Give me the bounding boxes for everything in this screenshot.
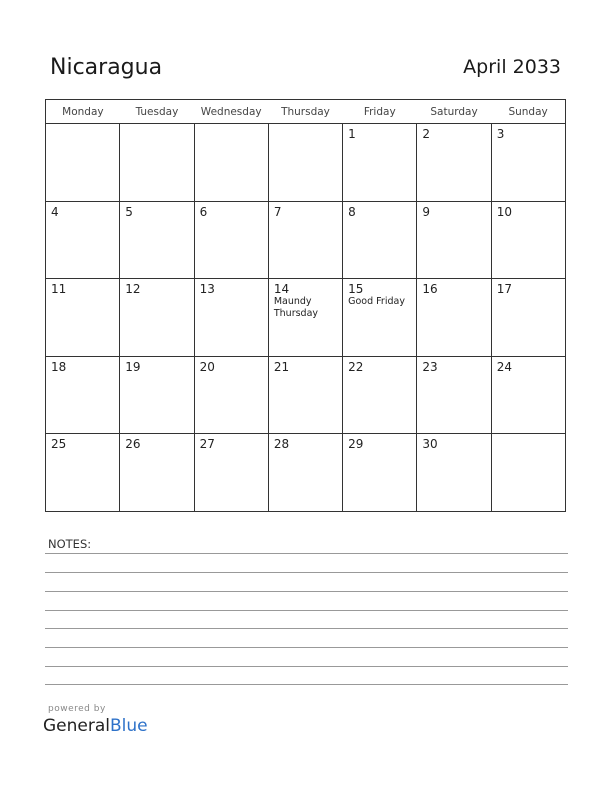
calendar-day-cell <box>491 201 565 279</box>
day-number: 13 <box>199 282 215 297</box>
calendar-day-cell <box>268 356 342 434</box>
calendar-day-cell <box>46 279 120 357</box>
calendar-day-cell <box>343 124 417 202</box>
weekday-friday: Friday <box>343 100 417 124</box>
day-number: 7 <box>273 204 282 219</box>
day-number: 2 <box>422 127 431 141</box>
calendar-day-cell <box>417 356 491 434</box>
calendar-day-cell <box>343 201 417 279</box>
day-number: 16 <box>422 282 438 297</box>
weekday-wednesday: Wednesday <box>194 100 268 124</box>
calendar-day-cell <box>46 201 120 279</box>
calendar-day-cell <box>120 356 194 434</box>
note-line <box>45 666 568 667</box>
day-number: 10 <box>496 204 512 219</box>
day-number: 19 <box>125 359 141 374</box>
calendar-day-cell <box>491 356 565 434</box>
weekday-saturday: Saturday <box>417 100 491 124</box>
calendar-day-cell <box>194 434 268 512</box>
day-number: 28 <box>273 437 290 452</box>
holiday-label: Maundy Thursday <box>273 296 319 320</box>
note-line <box>45 647 568 648</box>
calendar-day-cell <box>46 124 120 202</box>
calendar-body <box>46 124 566 512</box>
note-line <box>45 610 568 611</box>
calendar-grid <box>45 99 566 512</box>
day-number: 5 <box>125 204 133 219</box>
calendar-day-cell <box>417 279 491 357</box>
day-number: 30 <box>422 437 438 452</box>
calendar-day-cell <box>120 434 194 512</box>
day-number: 22 <box>348 359 364 374</box>
note-line <box>45 553 568 554</box>
note-line <box>45 628 568 629</box>
logo-blue-text: Blue <box>110 716 148 736</box>
calendar-day-cell <box>343 434 417 512</box>
calendar-day-cell <box>343 356 417 434</box>
calendar-week-row <box>46 124 566 202</box>
weekday-sunday: Sunday <box>491 100 565 124</box>
calendar-day-cell <box>194 356 268 434</box>
calendar-day-cell <box>268 201 342 279</box>
day-number: 14 <box>273 282 290 297</box>
day-number: 29 <box>348 437 364 452</box>
weekday-header-row <box>46 100 566 124</box>
calendar-day-cell <box>268 124 342 202</box>
day-number: 27 <box>199 437 215 452</box>
calendar-week-row <box>46 201 566 279</box>
calendar-day-cell <box>194 124 268 202</box>
calendar-day-cell <box>491 279 565 357</box>
day-number: 18 <box>51 359 67 374</box>
day-number: 1 <box>348 127 356 141</box>
calendar-month-title: April 2033 <box>463 56 561 78</box>
calendar-day-cell <box>491 124 565 202</box>
day-number: 21 <box>273 359 290 374</box>
day-number: 26 <box>125 437 141 452</box>
calendar-day-cell <box>46 356 120 434</box>
calendar-day-cell <box>491 434 565 512</box>
day-number: 17 <box>496 282 512 297</box>
day-number: 3 <box>496 127 505 141</box>
day-number: 25 <box>51 437 67 452</box>
day-number: 24 <box>496 359 512 374</box>
calendar-day-cell <box>417 434 491 512</box>
calendar-day-cell <box>194 279 268 357</box>
day-number: 9 <box>422 204 431 219</box>
calendar-day-cell <box>343 279 417 357</box>
logo-general-text: General <box>43 716 110 736</box>
calendar-day-cell <box>417 124 491 202</box>
calendar-day-cell <box>268 279 342 357</box>
calendar-day-cell <box>120 201 194 279</box>
day-number: 12 <box>125 282 141 297</box>
weekday-tuesday: Tuesday <box>120 100 194 124</box>
calendar-day-cell <box>268 434 342 512</box>
weekday-monday: Monday <box>46 100 120 124</box>
calendar-day-cell <box>120 124 194 202</box>
calendar-country-title: Nicaragua <box>50 55 163 80</box>
day-number: 6 <box>199 204 208 219</box>
day-number: 4 <box>51 204 59 219</box>
calendar-day-cell <box>194 201 268 279</box>
day-number: 15 <box>348 282 364 297</box>
calendar-day-cell <box>417 201 491 279</box>
day-number: 20 <box>199 359 215 374</box>
weekday-thursday: Thursday <box>268 100 342 124</box>
notes-label: NOTES: <box>48 537 92 551</box>
note-line <box>45 572 568 573</box>
calendar-day-cell <box>120 279 194 357</box>
calendar-week-row <box>46 279 566 357</box>
day-number: 11 <box>51 282 67 297</box>
calendar-week-row <box>46 356 566 434</box>
generalblue-logo <box>43 716 148 736</box>
calendar-day-cell <box>46 434 120 512</box>
day-number: 23 <box>422 359 438 374</box>
note-line <box>45 591 568 592</box>
holiday-label: Good Friday <box>348 296 405 308</box>
day-number: 8 <box>348 204 356 219</box>
note-line <box>45 684 568 685</box>
calendar-week-row <box>46 434 566 512</box>
powered-by-text: powered by <box>48 704 106 714</box>
